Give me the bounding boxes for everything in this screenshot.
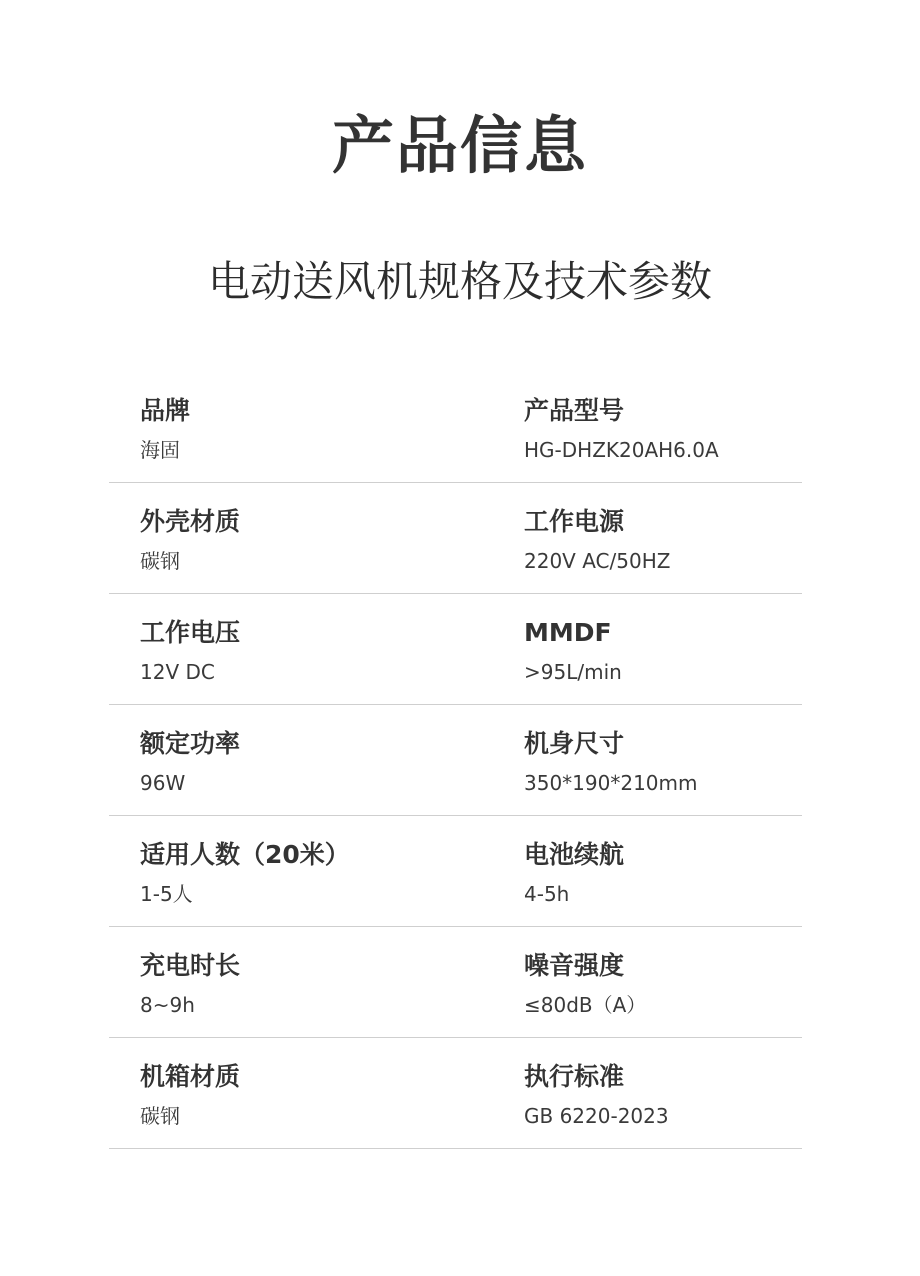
- spec-value: 海固: [140, 438, 180, 462]
- spec-item-users: [140, 838, 350, 908]
- spec-value: 4-5h: [524, 882, 570, 906]
- spec-row: [109, 594, 802, 705]
- spec-item-charge-time: [140, 949, 240, 1019]
- spec-item-power-supply: [524, 505, 670, 575]
- spec-label: 噪音强度: [524, 951, 625, 980]
- spec-value: HG-DHZK20AH6.0A: [524, 438, 719, 462]
- spec-row: [109, 816, 802, 927]
- spec-value: 8~9h: [140, 993, 195, 1017]
- spec-value: 350*190*210mm: [524, 771, 698, 795]
- spec-value: >95L/min: [524, 660, 622, 684]
- spec-label: 外壳材质: [140, 507, 241, 536]
- spec-table: [109, 372, 802, 1149]
- spec-item-brand: [140, 394, 190, 464]
- page-title: 产品信息: [331, 109, 588, 182]
- spec-label: 机身尺寸: [524, 729, 625, 758]
- spec-value: GB 6220-2023: [524, 1104, 669, 1128]
- spec-label: 适用人数（20米）: [140, 840, 350, 869]
- spec-label: 品牌: [140, 396, 191, 425]
- spec-row: [109, 1038, 802, 1149]
- spec-item-model: [524, 394, 719, 464]
- spec-item-battery-life: [524, 838, 624, 908]
- spec-label: MMDF: [524, 618, 612, 647]
- spec-label: 工作电源: [524, 507, 625, 536]
- spec-label: 机箱材质: [140, 1062, 241, 1091]
- spec-value: ≤80dB（A）: [524, 993, 647, 1017]
- spec-item-rated-power: [140, 727, 240, 797]
- spec-item-shell-material: [140, 505, 240, 575]
- spec-item-mmdf: [524, 616, 622, 686]
- spec-label: 电池续航: [524, 840, 625, 869]
- spec-item-standard: [524, 1060, 669, 1130]
- spec-item-dimensions: [524, 727, 698, 797]
- spec-label: 工作电压: [140, 618, 241, 647]
- spec-label: 充电时长: [140, 951, 241, 980]
- spec-item-voltage: [140, 616, 240, 686]
- spec-label: 产品型号: [524, 396, 625, 425]
- spec-value: 碳钢: [140, 1104, 180, 1128]
- spec-row: [109, 372, 802, 483]
- spec-value: 12V DC: [140, 660, 215, 684]
- spec-row: [109, 927, 802, 1038]
- spec-label: 执行标准: [524, 1062, 625, 1091]
- page-subtitle: 电动送风机规格及技术参数: [207, 257, 712, 306]
- spec-row: [109, 705, 802, 816]
- spec-value: 96W: [140, 771, 186, 795]
- spec-value: 1-5人: [140, 882, 193, 906]
- spec-item-case-material: [140, 1060, 240, 1130]
- spec-value: 碳钢: [140, 549, 180, 573]
- spec-label: 额定功率: [140, 729, 241, 758]
- spec-item-noise: [524, 949, 646, 1019]
- spec-value: 220V AC/50HZ: [524, 549, 671, 573]
- spec-row: [109, 483, 802, 594]
